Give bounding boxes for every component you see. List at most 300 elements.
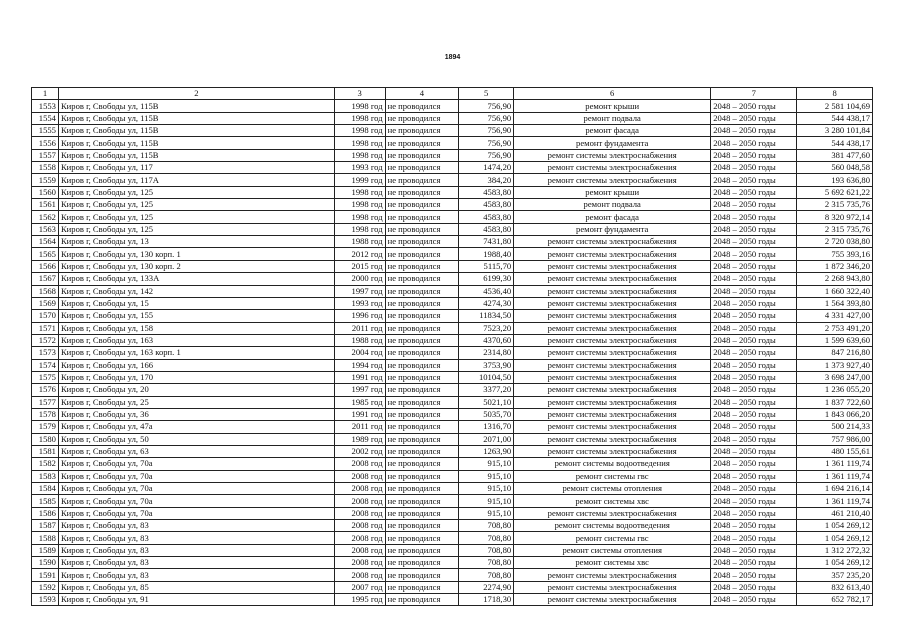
table-row [32,371,873,383]
work-type-cell: ремонт системы электроснабжения [514,581,711,593]
period-cell: 2048 – 2050 годы [711,322,797,334]
cost-cell: 8 320 972,14 [797,211,873,223]
build-year-cell: 2008 год [334,520,385,532]
work-type-cell: ремонт крыши [514,186,711,198]
row-number: 1581 [32,445,59,457]
build-year-cell: 1994 год [334,359,385,371]
build-year-cell: 1998 год [334,125,385,137]
address-cell: Киров г, Свободы ул, 130 корп. 1 [58,248,334,260]
table-row [32,396,873,408]
row-number: 1593 [32,594,59,606]
period-cell: 2048 – 2050 годы [711,594,797,606]
row-number: 1566 [32,260,59,272]
last-repair-cell: не проводился [385,125,459,137]
area-cell: 915,10 [459,470,514,482]
address-cell: Киров г, Свободы ул, 47а [58,421,334,433]
row-number: 1556 [32,137,59,149]
last-repair-cell: не проводился [385,334,459,346]
work-type-cell: ремонт системы водоотведения [514,458,711,470]
build-year-cell: 1998 год [334,137,385,149]
work-type-cell: ремонт системы электроснабжения [514,248,711,260]
build-year-cell: 2008 год [334,483,385,495]
table-row [32,112,873,124]
table-row [32,162,873,174]
area-cell: 708,80 [459,544,514,556]
row-number: 1583 [32,470,59,482]
address-cell: Киров г, Свободы ул, 125 [58,223,334,235]
column-number-row [32,88,873,100]
area-cell: 2274,90 [459,581,514,593]
period-cell: 2048 – 2050 годы [711,359,797,371]
area-cell: 708,80 [459,569,514,581]
table-row [32,445,873,457]
work-type-cell: ремонт системы электроснабжения [514,433,711,445]
row-number: 1592 [32,581,59,593]
row-number: 1588 [32,532,59,544]
period-cell: 2048 – 2050 годы [711,236,797,248]
period-cell: 2048 – 2050 годы [711,458,797,470]
period-cell: 2048 – 2050 годы [711,371,797,383]
table-row [32,211,873,223]
build-year-cell: 1988 год [334,334,385,346]
table-row [32,470,873,482]
row-number: 1554 [32,112,59,124]
table-row [32,495,873,507]
period-cell: 2048 – 2050 годы [711,260,797,272]
cost-cell: 1 843 066,20 [797,408,873,420]
area-cell: 3753,90 [459,359,514,371]
table-row [32,557,873,569]
area-cell: 915,10 [459,458,514,470]
last-repair-cell: не проводился [385,223,459,235]
table-row [32,334,873,346]
build-year-cell: 1998 год [334,211,385,223]
period-cell: 2048 – 2050 годы [711,421,797,433]
table-row [32,297,873,309]
cost-cell: 5 692 621,22 [797,186,873,198]
work-type-cell: ремонт системы электроснабжения [514,421,711,433]
row-number: 1584 [32,483,59,495]
address-cell: Киров г, Свободы ул, 125 [58,199,334,211]
last-repair-cell: не проводился [385,199,459,211]
address-cell: Киров г, Свободы ул, 70а [58,458,334,470]
address-cell: Киров г, Свободы ул, 125 [58,211,334,223]
work-type-cell: ремонт фундамента [514,137,711,149]
cost-cell: 1 054 269,12 [797,557,873,569]
cost-cell: 357 235,20 [797,569,873,581]
row-number: 1589 [32,544,59,556]
table-row [32,421,873,433]
area-cell: 1988,40 [459,248,514,260]
build-year-cell: 2011 год [334,322,385,334]
work-type-cell: ремонт системы электроснабжения [514,310,711,322]
period-cell: 2048 – 2050 годы [711,470,797,482]
last-repair-cell: не проводился [385,495,459,507]
address-cell: Киров г, Свободы ул, 83 [58,532,334,544]
cost-cell: 1 312 272,32 [797,544,873,556]
work-type-cell: ремонт системы электроснабжения [514,396,711,408]
period-cell: 2048 – 2050 годы [711,223,797,235]
address-cell: Киров г, Свободы ул, 15 [58,297,334,309]
build-year-cell: 2008 год [334,470,385,482]
period-cell: 2048 – 2050 годы [711,310,797,322]
row-number: 1570 [32,310,59,322]
work-type-cell: ремонт фасада [514,125,711,137]
work-type-cell: ремонт системы электроснабжения [514,569,711,581]
last-repair-cell: не проводился [385,297,459,309]
area-cell: 4583,80 [459,199,514,211]
last-repair-cell: не проводился [385,557,459,569]
work-type-cell: ремонт системы электроснабжения [514,334,711,346]
last-repair-cell: не проводился [385,347,459,359]
work-type-cell: ремонт системы водоотведения [514,520,711,532]
row-number: 1567 [32,273,59,285]
last-repair-cell: не проводился [385,174,459,186]
address-cell: Киров г, Свободы ул, 83 [58,557,334,569]
area-cell: 3377,20 [459,384,514,396]
row-number: 1565 [32,248,59,260]
table-row [32,507,873,519]
last-repair-cell: не проводился [385,371,459,383]
work-type-cell: ремонт системы электроснабжения [514,359,711,371]
period-cell: 2048 – 2050 годы [711,112,797,124]
cost-cell: 461 210,40 [797,507,873,519]
work-type-cell: ремонт системы электроснабжения [514,408,711,420]
address-cell: Киров г, Свободы ул, 125 [58,186,334,198]
period-cell: 2048 – 2050 годы [711,334,797,346]
area-cell: 5035,70 [459,408,514,420]
period-cell: 2048 – 2050 годы [711,396,797,408]
area-cell: 915,10 [459,483,514,495]
table-row [32,458,873,470]
last-repair-cell: не проводился [385,273,459,285]
build-year-cell: 1998 год [334,186,385,198]
area-cell: 915,10 [459,495,514,507]
build-year-cell: 1997 год [334,285,385,297]
row-number: 1579 [32,421,59,433]
row-number: 1580 [32,433,59,445]
build-year-cell: 1999 год [334,174,385,186]
work-type-cell: ремонт системы электроснабжения [514,445,711,457]
area-cell: 4536,40 [459,285,514,297]
work-type-cell: ремонт системы электроснабжения [514,371,711,383]
row-number: 1562 [32,211,59,223]
address-cell: Киров г, Свободы ул, 91 [58,594,334,606]
table-row [32,174,873,186]
area-cell: 915,10 [459,507,514,519]
table-row [32,199,873,211]
cost-cell: 3 698 247,00 [797,371,873,383]
cost-cell: 2 268 943,80 [797,273,873,285]
address-cell: Киров г, Свободы ул, 13 [58,236,334,248]
row-number: 1572 [32,334,59,346]
repair-register-table [31,87,873,606]
table-row [32,347,873,359]
address-cell: Киров г, Свободы ул, 50 [58,433,334,445]
address-cell: Киров г, Свободы ул, 117А [58,174,334,186]
row-number: 1577 [32,396,59,408]
table-row [32,236,873,248]
last-repair-cell: не проводился [385,569,459,581]
address-cell: Киров г, Свободы ул, 166 [58,359,334,371]
table-row [32,100,873,112]
build-year-cell: 2000 год [334,273,385,285]
last-repair-cell: не проводился [385,445,459,457]
cost-cell: 544 438,17 [797,137,873,149]
row-number: 1573 [32,347,59,359]
build-year-cell: 1995 год [334,594,385,606]
row-number: 1585 [32,495,59,507]
work-type-cell: ремонт системы электроснабжения [514,174,711,186]
address-cell: Киров г, Свободы ул, 83 [58,544,334,556]
period-cell: 2048 – 2050 годы [711,433,797,445]
table-row [32,384,873,396]
work-type-cell: ремонт системы электроснабжения [514,347,711,359]
table-row [32,248,873,260]
period-cell: 2048 – 2050 годы [711,408,797,420]
last-repair-cell: не проводился [385,260,459,272]
table-row [32,532,873,544]
cost-cell: 1 837 722,60 [797,396,873,408]
work-type-cell: ремонт системы электроснабжения [514,297,711,309]
table-row [32,310,873,322]
table-row [32,569,873,581]
build-year-cell: 2002 год [334,445,385,457]
cost-cell: 2 753 491,20 [797,322,873,334]
work-type-cell: ремонт системы хвс [514,495,711,507]
build-year-cell: 2008 год [334,544,385,556]
row-number: 1569 [32,297,59,309]
cost-cell: 2 720 038,80 [797,236,873,248]
last-repair-cell: не проводился [385,310,459,322]
last-repair-cell: не проводился [385,384,459,396]
address-cell: Киров г, Свободы ул, 85 [58,581,334,593]
last-repair-cell: не проводился [385,483,459,495]
cost-cell: 2 581 104,69 [797,100,873,112]
period-cell: 2048 – 2050 годы [711,507,797,519]
address-cell: Киров г, Свободы ул, 142 [58,285,334,297]
build-year-cell: 1991 год [334,371,385,383]
address-cell: Киров г, Свободы ул, 163 корп. 1 [58,347,334,359]
last-repair-cell: не проводился [385,322,459,334]
period-cell: 2048 – 2050 годы [711,162,797,174]
last-repair-cell: не проводился [385,581,459,593]
column-header: 6 [514,88,711,100]
row-number: 1574 [32,359,59,371]
cost-cell: 755 393,16 [797,248,873,260]
table-row [32,273,873,285]
period-cell: 2048 – 2050 годы [711,285,797,297]
work-type-cell: ремонт подвала [514,112,711,124]
row-number: 1568 [32,285,59,297]
row-number: 1576 [32,384,59,396]
work-type-cell: ремонт системы гвс [514,532,711,544]
table-body [32,100,873,606]
address-cell: Киров г, Свободы ул, 158 [58,322,334,334]
page-number: 1894 [444,54,461,61]
area-cell: 7523,20 [459,322,514,334]
address-cell: Киров г, Свободы ул, 20 [58,384,334,396]
last-repair-cell: не проводился [385,507,459,519]
cost-cell: 1 361 119,74 [797,495,873,507]
area-cell: 756,90 [459,112,514,124]
table-row [32,483,873,495]
build-year-cell: 1993 год [334,162,385,174]
work-type-cell: ремонт подвала [514,199,711,211]
period-cell: 2048 – 2050 годы [711,100,797,112]
period-cell: 2048 – 2050 годы [711,137,797,149]
last-repair-cell: не проводился [385,100,459,112]
area-cell: 1263,90 [459,445,514,457]
period-cell: 2048 – 2050 годы [711,445,797,457]
build-year-cell: 1989 год [334,433,385,445]
address-cell: Киров г, Свободы ул, 117 [58,162,334,174]
last-repair-cell: не проводился [385,433,459,445]
row-number: 1563 [32,223,59,235]
column-header: 8 [797,88,873,100]
build-year-cell: 1998 год [334,199,385,211]
cost-cell: 2 315 735,76 [797,223,873,235]
area-cell: 1474,20 [459,162,514,174]
work-type-cell: ремонт системы электроснабжения [514,260,711,272]
area-cell: 708,80 [459,520,514,532]
work-type-cell: ремонт системы хвс [514,557,711,569]
address-cell: Киров г, Свободы ул, 70а [58,507,334,519]
last-repair-cell: не проводился [385,594,459,606]
build-year-cell: 2008 год [334,495,385,507]
cost-cell: 1 236 055,20 [797,384,873,396]
build-year-cell: 1996 год [334,310,385,322]
build-year-cell: 2011 год [334,421,385,433]
table-row [32,322,873,334]
cost-cell: 500 214,33 [797,421,873,433]
work-type-cell: ремонт системы электроснабжения [514,384,711,396]
area-cell: 11834,50 [459,310,514,322]
last-repair-cell: не проводился [385,211,459,223]
build-year-cell: 1991 год [334,408,385,420]
address-cell: Киров г, Свободы ул, 70а [58,495,334,507]
column-header: 3 [334,88,385,100]
table-row [32,581,873,593]
table-row [32,125,873,137]
cost-cell: 1 373 927,40 [797,359,873,371]
table-row [32,408,873,420]
build-year-cell: 2008 год [334,557,385,569]
work-type-cell: ремонт системы электроснабжения [514,322,711,334]
build-year-cell: 2012 год [334,248,385,260]
row-number: 1591 [32,569,59,581]
cost-cell: 1 694 216,14 [797,483,873,495]
period-cell: 2048 – 2050 годы [711,384,797,396]
period-cell: 2048 – 2050 годы [711,557,797,569]
row-number: 1557 [32,149,59,161]
last-repair-cell: не проводился [385,421,459,433]
build-year-cell: 2007 год [334,581,385,593]
table-row [32,186,873,198]
period-cell: 2048 – 2050 годы [711,544,797,556]
build-year-cell: 2008 год [334,507,385,519]
area-cell: 4583,80 [459,211,514,223]
period-cell: 2048 – 2050 годы [711,581,797,593]
area-cell: 2314,80 [459,347,514,359]
address-cell: Киров г, Свободы ул, 115В [58,112,334,124]
build-year-cell: 2004 год [334,347,385,359]
period-cell: 2048 – 2050 годы [711,174,797,186]
cost-cell: 1 872 346,20 [797,260,873,272]
address-cell: Киров г, Свободы ул, 163 [58,334,334,346]
cost-cell: 847 216,80 [797,347,873,359]
address-cell: Киров г, Свободы ул, 130 корп. 2 [58,260,334,272]
cost-cell: 560 048,58 [797,162,873,174]
last-repair-cell: не проводился [385,285,459,297]
last-repair-cell: не проводился [385,520,459,532]
area-cell: 756,90 [459,100,514,112]
last-repair-cell: не проводился [385,408,459,420]
cost-cell: 544 438,17 [797,112,873,124]
address-cell: Киров г, Свободы ул, 36 [58,408,334,420]
build-year-cell: 1985 год [334,396,385,408]
build-year-cell: 1998 год [334,223,385,235]
period-cell: 2048 – 2050 годы [711,149,797,161]
last-repair-cell: не проводился [385,532,459,544]
period-cell: 2048 – 2050 годы [711,248,797,260]
area-cell: 1718,30 [459,594,514,606]
work-type-cell: ремонт крыши [514,100,711,112]
cost-cell: 1 660 322,40 [797,285,873,297]
area-cell: 6199,30 [459,273,514,285]
table-row [32,359,873,371]
last-repair-cell: не проводился [385,236,459,248]
row-number: 1582 [32,458,59,470]
period-cell: 2048 – 2050 годы [711,199,797,211]
cost-cell: 1 361 119,74 [797,458,873,470]
column-header: 2 [58,88,334,100]
last-repair-cell: не проводился [385,112,459,124]
period-cell: 2048 – 2050 годы [711,125,797,137]
build-year-cell: 2008 год [334,458,385,470]
row-number: 1558 [32,162,59,174]
address-cell: Киров г, Свободы ул, 115В [58,149,334,161]
address-cell: Киров г, Свободы ул, 25 [58,396,334,408]
work-type-cell: ремонт системы электроснабжения [514,236,711,248]
area-cell: 384,20 [459,174,514,186]
area-cell: 4583,80 [459,186,514,198]
address-cell: Киров г, Свободы ул, 83 [58,520,334,532]
last-repair-cell: не проводился [385,149,459,161]
table-row [32,285,873,297]
period-cell: 2048 – 2050 годы [711,520,797,532]
area-cell: 5115,70 [459,260,514,272]
area-cell: 4370,60 [459,334,514,346]
cost-cell: 832 613,40 [797,581,873,593]
cost-cell: 3 280 101,84 [797,125,873,137]
column-header: 7 [711,88,797,100]
period-cell: 2048 – 2050 годы [711,569,797,581]
build-year-cell: 1997 год [334,384,385,396]
address-cell: Киров г, Свободы ул, 83 [58,569,334,581]
row-number: 1555 [32,125,59,137]
area-cell: 4583,80 [459,223,514,235]
area-cell: 756,90 [459,137,514,149]
build-year-cell: 1998 год [334,100,385,112]
cost-cell: 1 054 269,12 [797,532,873,544]
table-row [32,223,873,235]
work-type-cell: ремонт фундамента [514,223,711,235]
address-cell: Киров г, Свободы ул, 115В [58,125,334,137]
table-row [32,260,873,272]
address-cell: Киров г, Свободы ул, 70а [58,483,334,495]
area-cell: 708,80 [459,557,514,569]
